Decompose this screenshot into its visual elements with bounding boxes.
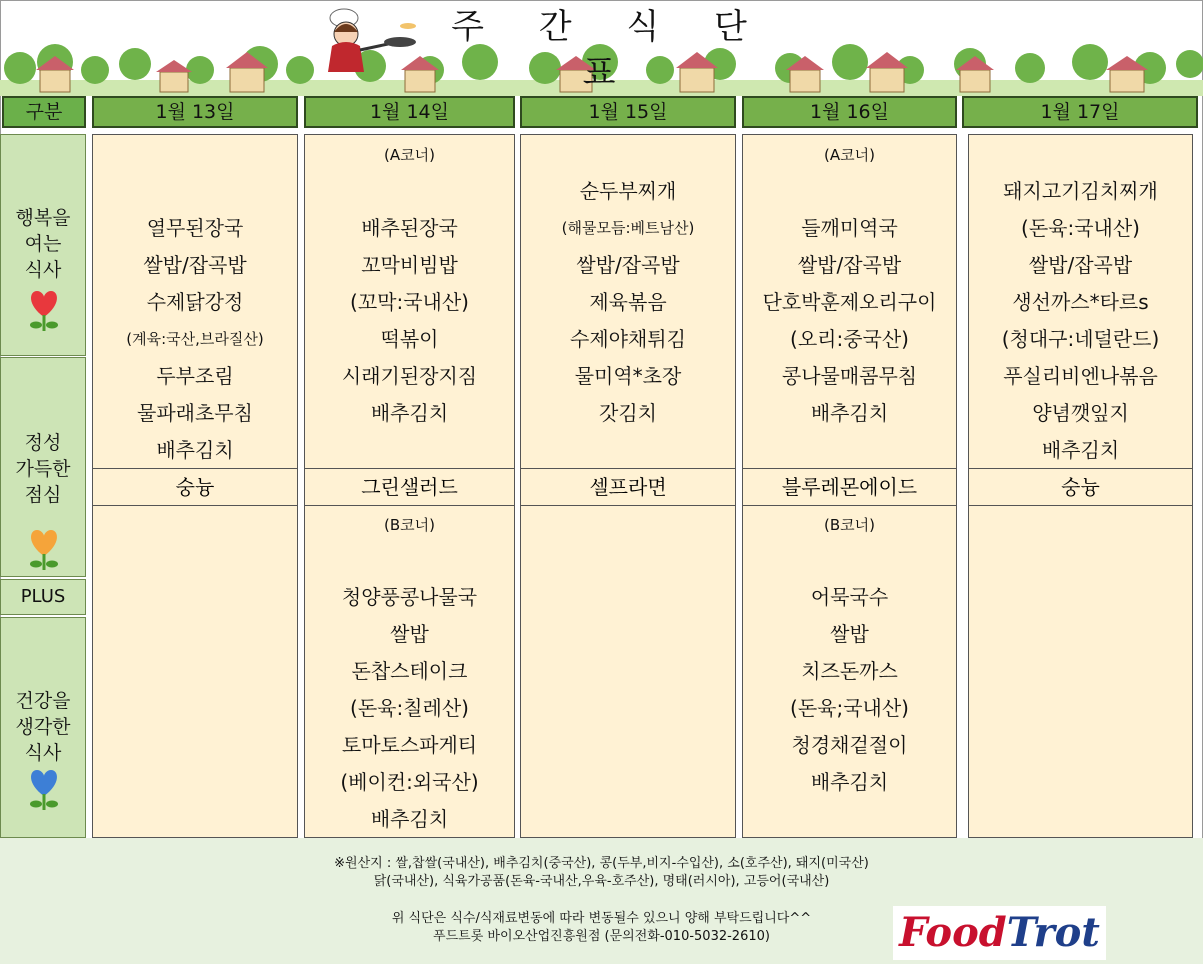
menu-item: 쌀밥/잡곡밥	[797, 253, 902, 277]
menu-item: 쌀밥/잡곡밥	[143, 253, 247, 277]
side-label-lunch	[0, 357, 86, 577]
menu-item-origin: (계육:국산,브라질산)	[126, 330, 264, 348]
menu-item: 쌀밥	[390, 622, 429, 646]
red-heart-flower-icon	[25, 289, 63, 333]
side-lunch-line-2: 가득한	[15, 458, 71, 480]
side-lunch-line-3: 점심	[24, 484, 62, 506]
logo-text	[893, 906, 1106, 960]
day2-main-list	[305, 210, 514, 432]
menu-item: 단호박훈제오리구이	[762, 290, 937, 314]
day2-dessert: 그린샐러드	[361, 475, 458, 499]
day3-dessert: 셀프라면	[589, 475, 667, 499]
page-title: 주 간 식 단 표	[451, 7, 769, 93]
day2-corner-b	[305, 507, 514, 544]
day5-main-list	[969, 173, 1192, 469]
menu-item: 배추김치	[370, 807, 449, 831]
header-day-4: 1월 16일	[742, 96, 957, 128]
menu-item: 쌀밥/잡곡밥	[1028, 253, 1133, 277]
menu-item: 쌀밥	[830, 622, 869, 646]
divider	[93, 505, 297, 506]
divider	[969, 505, 1192, 506]
menu-item-origin: (오리:중국산)	[790, 327, 909, 351]
day5-dessert: 숭늉	[1061, 475, 1100, 499]
menu-item: 순두부찌개	[579, 179, 677, 203]
day4-main-list	[743, 210, 956, 432]
header-day-1: 1월 13일	[92, 96, 298, 128]
menu-item: 쌀밥/잡곡밥	[576, 253, 680, 277]
menu-item: 배추김치	[1041, 438, 1120, 462]
menu-item: 시래기된장지짐	[341, 364, 478, 388]
menu-column-day-1	[92, 134, 298, 838]
menu-item: 꼬막비빔밥	[361, 253, 458, 277]
header-day-3: 1월 15일	[520, 96, 736, 128]
header-day-2: 1월 14일	[304, 96, 515, 128]
menu-item: 토마토스파게티	[341, 733, 478, 757]
menu-item-origin: (돈육:칠레산)	[350, 696, 469, 720]
menu-column-day-4	[742, 134, 957, 838]
side-label-dinner	[0, 617, 86, 838]
divider	[305, 505, 514, 506]
side-label-breakfast	[0, 134, 86, 356]
side-lunch-line-1: 정성	[24, 432, 62, 454]
menu-item: 갓김치	[599, 401, 657, 425]
side-dinner-line-3: 식사	[24, 742, 62, 764]
menu-item-origin: (꼬막:국내산)	[350, 290, 469, 314]
menu-item: 배추된장국	[361, 216, 458, 240]
corner-a-label: (A코너)	[824, 146, 875, 164]
menu-item: 청양풍콩나물국	[341, 585, 478, 609]
menu-item: 생선까스*타르s	[1012, 290, 1149, 314]
day3-main-list	[521, 173, 735, 432]
side-breakfast-line-1: 행복을	[15, 207, 71, 229]
day4-dessert: 블루레몬에이드	[781, 475, 918, 499]
menu-column-day-3	[520, 134, 736, 838]
menu-item: 배추김치	[810, 770, 889, 794]
header-day-5: 1월 17일	[962, 96, 1198, 128]
orange-heart-flower-icon	[25, 528, 63, 572]
menu-item: 푸실리비엔나볶음	[1003, 364, 1158, 388]
side-label-plus: PLUS	[0, 579, 86, 615]
menu-item: 두부조림	[156, 364, 234, 388]
day4-corner-a	[743, 137, 956, 174]
menu-item: 물파래초무침	[137, 401, 253, 425]
menu-item: 어묵국수	[810, 585, 889, 609]
menu-item: 콩나물매콤무침	[781, 364, 918, 388]
corner-b-label: (B코너)	[384, 516, 435, 534]
menu-item: 돼지고기김치찌개	[1003, 179, 1158, 203]
side-breakfast-line-3: 식사	[24, 259, 62, 281]
day2-corner-a	[305, 137, 514, 174]
day4-corner-b	[743, 507, 956, 544]
menu-item: 들깨미역국	[801, 216, 898, 240]
menu-item: 배추김치	[156, 438, 234, 462]
chef-illustration	[322, 8, 422, 74]
header-gubun: 구분	[2, 96, 86, 128]
menu-item: 수제야채튀김	[570, 327, 686, 351]
day4-plus-list	[743, 579, 956, 801]
blue-heart-flower-icon	[25, 768, 63, 812]
menu-column-day-5	[968, 134, 1193, 838]
menu-item: 돈찹스테이크	[351, 659, 468, 683]
day1-main-list	[93, 210, 297, 469]
change-notice: 위 식단은 식수/식재료변동에 따라 변동될수 있으니 양해 부탁드립니다^^	[391, 911, 812, 926]
menu-item-origin: (청대구:네덜란드)	[1001, 327, 1160, 351]
origin-note-line-2: 닭(국내산), 식육가공품(돈육-국내산,우육-호주산), 명태(러시아), 고등어(국내산)	[373, 874, 830, 889]
divider	[521, 505, 735, 506]
side-dinner-line-2: 생각한	[15, 716, 71, 738]
menu-item: 물미역*초장	[574, 364, 682, 388]
menu-item: 배추김치	[810, 401, 889, 425]
menu-item: 청경채겉절이	[791, 733, 908, 757]
menu-item: 수제닭강정	[146, 290, 244, 314]
menu-item: 제육볶음	[589, 290, 667, 314]
corner-b-label: (B코너)	[824, 516, 875, 534]
menu-column-day-2	[304, 134, 515, 838]
menu-item-origin: (해물모듬:베트남산)	[561, 219, 695, 237]
menu-item-origin: (돈육:국내산)	[1021, 216, 1140, 240]
origin-note-line-1: ※원산지 : 쌀,찹쌀(국내산), 배추김치(중국산), 콩(두부,비지-수입산), 소(호주산), 돼지(미국산)	[334, 856, 869, 871]
contact-info: 푸드트롯 바이오산업진흥원점 (문의전화-010-5032-2610)	[433, 929, 770, 944]
menu-item: 열무된장국	[146, 216, 244, 240]
logo-text-trot: Trot	[1006, 909, 1100, 956]
menu-item-origin: (돈육;국내산)	[790, 696, 909, 720]
foodtrot-logo	[893, 906, 1106, 960]
menu-item-origin: (베이컨:외국산)	[340, 770, 479, 794]
menu-item: 떡볶이	[380, 327, 439, 351]
corner-a-label: (A코너)	[384, 146, 435, 164]
day1-dessert: 숭늉	[175, 475, 215, 499]
menu-item: 양념깻잎지	[1032, 401, 1129, 425]
side-breakfast-line-2: 여는	[24, 233, 62, 255]
side-dinner-line-1: 건강을	[15, 690, 71, 712]
divider	[743, 505, 956, 506]
day2-plus-list	[305, 579, 514, 838]
menu-item: 치즈돈까스	[801, 659, 898, 683]
menu-item: 배추김치	[370, 401, 449, 425]
logo-text-food: Food	[899, 909, 1007, 956]
